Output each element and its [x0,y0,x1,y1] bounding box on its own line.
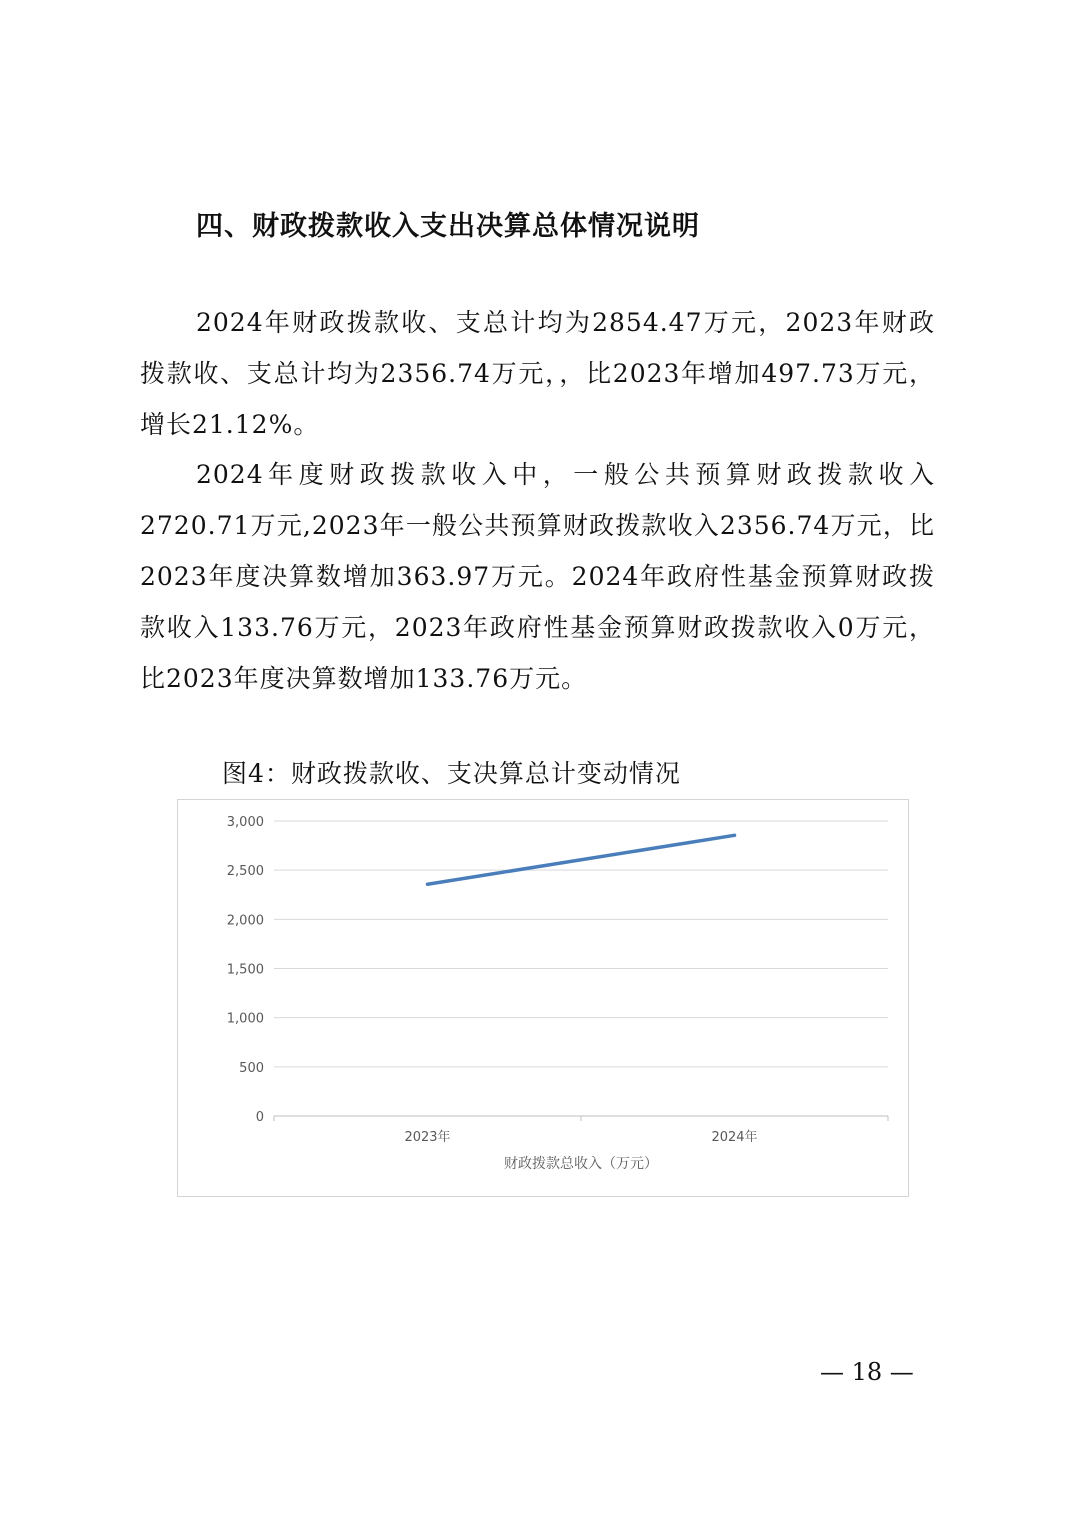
paragraph-total: 2024年财政拨款收、支总计均为2854.47万元，2023年财政拨款收、支总计均为2356.74万元，，比2023年增加497.73万元，增长21.12%。 [140,308,935,439]
x-tick-label: 2023年 [404,1130,451,1145]
y-tick-label: 3,000 [226,815,264,830]
chart-series [428,835,735,884]
paragraph-breakdown: 2024年度财政拨款收入中，一般公共预算财政拨款收入2720.71万元,2023年一般公共预算财政拨款收入2356.74万元，比2023年度决算数增加363.97万元。2024年政府性基金预算财政拨款收入133.76万元，2023年政府性基金预算财政拨款收入0万元，比2023年度决算数增加133.76万元。 [140,460,935,693]
x-tick-label: 2024年 [711,1130,758,1145]
y-tick-label: 1,500 [226,962,264,978]
series-line [428,835,735,884]
y-tick-label: 500 [239,1060,264,1076]
y-tick-label: 0 [255,1110,264,1125]
line-chart [177,799,909,1197]
figure-caption: 图4：财政拨款收、支决算总计变动情况 [222,759,681,788]
y-axis-ticks [227,815,264,1125]
section-heading: 四、财政拨款收入支出决算总体情况说明 [196,211,700,242]
chart-canvas [178,800,908,1196]
y-tick-label: 2,500 [226,864,264,880]
x-axis-ticks [274,1116,888,1145]
page-number: — 18 — [820,1358,914,1386]
chart-grid [274,821,888,1116]
y-tick-label: 2,000 [226,913,264,929]
x-axis-label: 财政拨款总收入（万元） [504,1156,658,1172]
y-tick-label: 1,000 [226,1011,264,1027]
